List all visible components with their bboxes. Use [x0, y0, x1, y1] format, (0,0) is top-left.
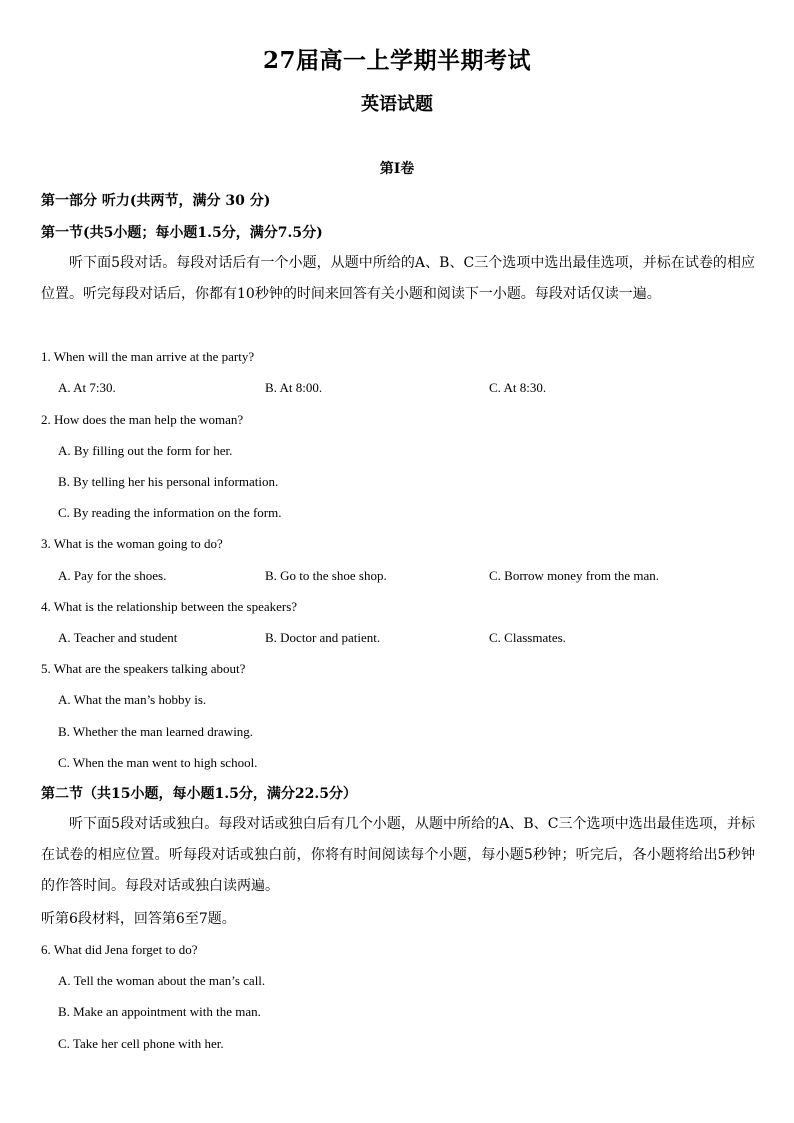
- section1-heading: 第一节(共5小题；每小题1.5分，满分7.5分): [41, 225, 323, 241]
- question-2-option-b: B. By telling her his personal information.: [58, 474, 279, 489]
- question-1-option-b: B. At 8:00.: [265, 380, 323, 395]
- material-note: 听第6段材料，回答第6至7题。: [41, 911, 236, 927]
- volume-label: 第I卷: [379, 161, 415, 177]
- question-4-option-a: A. Teacher and student: [58, 630, 178, 645]
- question-2-option-c: C. By reading the information on the form.: [58, 505, 282, 520]
- part1-heading: 第一部分 听力(共两节，满分 30 分): [41, 193, 271, 209]
- question-6-option-c: C. Take her cell phone with her.: [58, 1036, 224, 1051]
- question-5-stem: 5. What are the speakers talking about?: [41, 661, 246, 676]
- question-3-option-b: B. Go to the shoe shop.: [265, 568, 387, 583]
- question-3-stem: 3. What is the woman going to do?: [41, 536, 223, 551]
- section2-heading: 第二节（共15小题，每小题1.5分，满分22.5分）: [41, 786, 357, 802]
- section1-instructions: 听下面5段对话。每段对话后有一个小题，从题中所给的A、B、C三个选项中选出最佳选项，并标在试卷的相应位置。听完每段对话后，你都有10秒钟的时间来回答有关小题和阅读下一小题。每段对话仅读一遍。: [41, 255, 755, 302]
- exam-subtitle: 英语试题: [361, 94, 433, 115]
- question-6-option-a: A. Tell the woman about the man’s call.: [58, 973, 266, 988]
- section2-instructions: 听下面5段对话或独白。每段对话或独白后有几个小题，从题中所给的A、B、C三个选项中选出最佳选项，并标在试卷的相应位置。听每段对话或独白前，你将有时间阅读每个小题，每小题5秒钟；听完后，各小题将给出5秒钟的作答时间。每段对话或独白读两遍。: [41, 816, 755, 894]
- question-3-option-a: A. Pay for the shoes.: [58, 568, 167, 583]
- question-1-stem: 1. When will the man arrive at the party?: [41, 349, 255, 364]
- question-4-stem: 4. What is the relationship between the speakers?: [41, 599, 298, 614]
- question-1-option-c: C. At 8:30.: [489, 380, 547, 395]
- question-4-option-b: B. Doctor and patient.: [265, 630, 381, 645]
- exam-title: 27届高一上学期半期考试: [262, 47, 531, 74]
- question-2-option-a: A. By filling out the form for her.: [58, 443, 233, 458]
- question-5-option-a: A. What the man’s hobby is.: [58, 692, 207, 707]
- question-4-option-c: C. Classmates.: [489, 630, 566, 645]
- question-3-option-c: C. Borrow money from the man.: [489, 568, 660, 583]
- question-6-option-b: B. Make an appointment with the man.: [58, 1004, 261, 1019]
- question-6-stem: 6. What did Jena forget to do?: [41, 942, 198, 957]
- question-1-option-a: A. At 7:30.: [58, 380, 116, 395]
- question-5-option-b: B. Whether the man learned drawing.: [58, 724, 254, 739]
- question-2-stem: 2. How does the man help the woman?: [41, 412, 244, 427]
- question-5-option-c: C. When the man went to high school.: [58, 755, 258, 770]
